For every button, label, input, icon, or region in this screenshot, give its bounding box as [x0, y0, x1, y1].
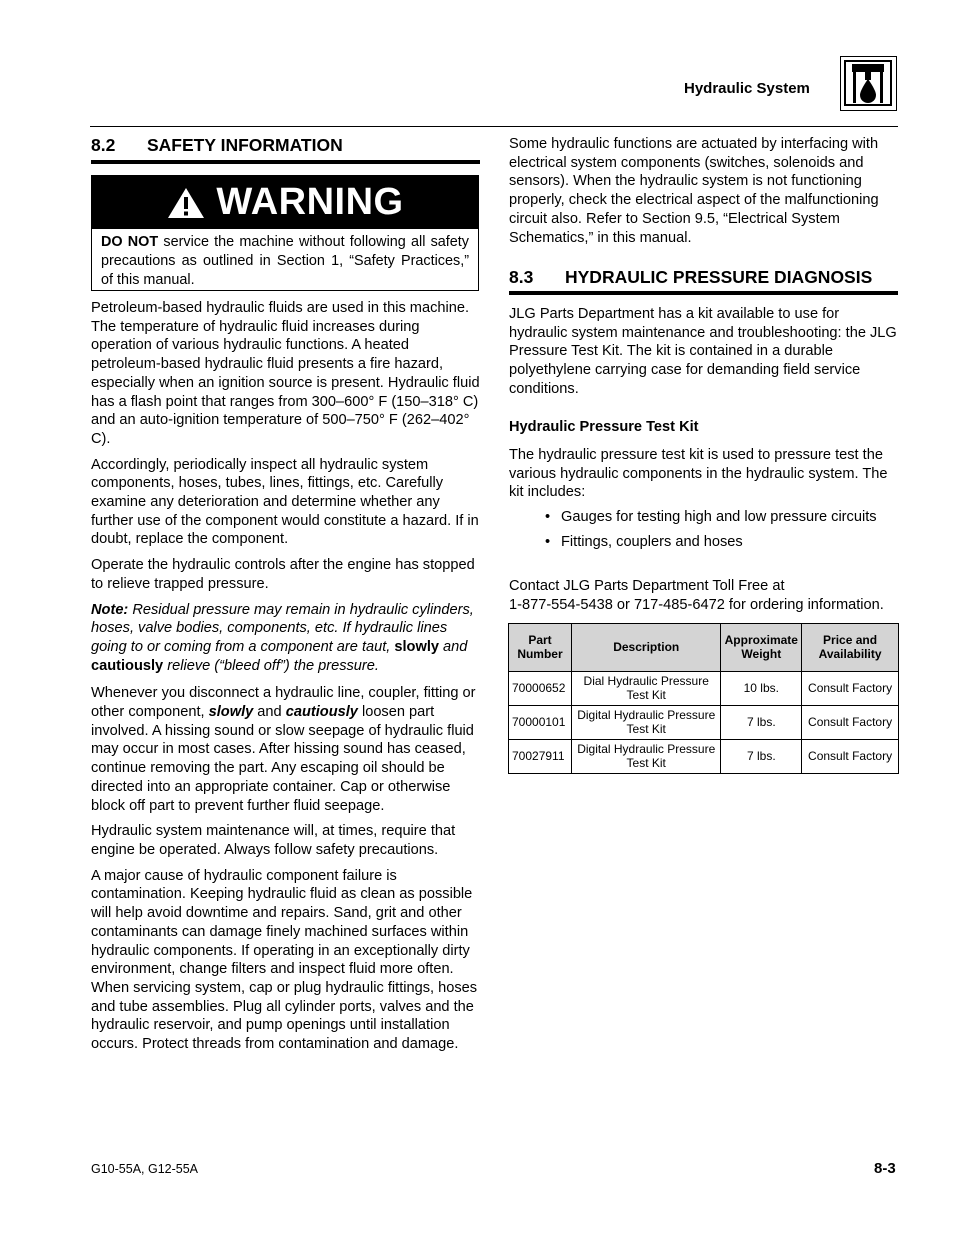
header-price: Price and Availability — [802, 624, 899, 672]
contact-info: Contact JLG Parts Department Toll Free at 1-877-554-5438 or 717-485-6472 for ordering information. — [509, 578, 884, 613]
table-row: 70000652 Dial Hydraulic Pressure Test Kit 10 lbs. Consult Factory — [509, 672, 899, 706]
warning-banner — [92, 176, 478, 229]
header-part-number: Part Number — [509, 624, 572, 672]
paragraph-contamination: A major cause of hydraulic component failure is contamination. Keeping hydraulic fluid as clean as possible will help avoid downtime and repairs. Sand, grit and other contaminants can damage finely machined surfaces within hydraulic components. If operating in an exceptionally dirty environment, change filters and inspect fluid more often. When servicing system, cap or plug hydraulic fittings, hoses and tube assemblies. Plug all cylinder ports, valves and the hydraulic reservoir, and pump openings until installation occurs. Protect threads from contamination and damage. — [91, 867, 478, 1053]
left-column-body — [91, 299, 481, 1061]
pressure-test-kit-table — [508, 623, 899, 774]
section-rule-8-3 — [509, 291, 898, 295]
warning-triangle-icon — [166, 186, 206, 220]
paragraph-parts-department-kit: JLG Parts Department has a kit available to use for hydraulic system maintenance and troubleshooting: the JLG Pressure Test Kit. The kit is contained in a durable polyethylene carrying case for demanding field service conditions. — [509, 306, 897, 397]
note-residual-pressure: Note: Residual pressure may remain in hydraulic cylinders, hoses, valve bodies, components, etc. If hydraulic lines going to or coming from a component are taut, slowly and cautiously relieve (“bleed off”) the pressure. — [91, 601, 474, 674]
paragraph-electrical-interfacing: Some hydraulic functions are actuated by interfacing with electrical system components (switches, solenoids and sensors). When the hydraulic system is not functioning properly, check the electrical aspect of the malfunctioning circuit also. Refer to Section 9.5, “Electrical System Schematics,” in this manual. — [509, 136, 879, 246]
header-description: Description — [571, 624, 721, 672]
hydraulic-system-icon — [840, 56, 897, 111]
warning-word: WARNING — [216, 181, 404, 223]
paragraph-fluid-fire-hazard: Petroleum-based hydraulic fluids are used in this machine. The temperature of hydraulic fluid increases during operation of various hydraulic functions. A heated petroleum-based hydraulic fluid presents a fire hazard, especially when an ignition source is present. Hydraulic fluid has a flash point that ranges from 300–600° F (150–318° C) and an auto-ignition temperature of 500–750° F (262–402° C). — [91, 300, 480, 447]
paragraph-disconnect-line: Whenever you disconnect a hydraulic line, coupler, fitting or other component, slowly and cautiously loosen part involved. A hissing sound or slow seepage of hydraulic fluid may occur in most cases. After hissing sound has ceased, continue removing the part. Any escaping oil should be directed into an appropriate container. Cap or otherwise block off part to prevent further fluid seepage. — [91, 685, 476, 814]
subheading-pressure-test-kit: Hydraulic Pressure Test Kit — [509, 419, 699, 435]
section-rule-8-2 — [91, 160, 480, 164]
paragraph-kit-includes: The hydraulic pressure test kit is used to pressure test the various hydraulic components in the hydraulic system. The kit includes: — [509, 447, 888, 501]
footer-model: G10-55A, G12-55A — [91, 1162, 199, 1176]
table-row: 70027911 Digital Hydraulic Pressure Test Kit 7 lbs. Consult Factory — [509, 740, 899, 774]
section-heading-8-3: 8.3 HYDRAULIC PRESSURE DIAGNOSIS — [509, 267, 873, 287]
header-section-title: Hydraulic System — [684, 80, 810, 97]
section-heading-8-2: 8.2 SAFETY INFORMATION — [91, 135, 343, 155]
header-rule — [90, 126, 898, 127]
kit-contents-list — [509, 508, 901, 557]
footer-page-number: 8-3 — [874, 1160, 896, 1177]
warning-box — [91, 175, 479, 291]
list-item: • Fittings, couplers and hoses — [545, 533, 743, 550]
table-row: 70000101 Digital Hydraulic Pressure Test Kit 7 lbs. Consult Factory — [509, 706, 899, 740]
warning-text: DO NOT service the machine without following all safety precautions as outlined in Section 1, “Safety Practices,” of this manual. — [101, 234, 469, 288]
paragraph-operate-controls: Operate the hydraulic controls after the engine has stopped to relieve trapped pressure. — [91, 557, 475, 592]
table-header-row — [509, 624, 899, 672]
header-weight: Approximate Weight — [721, 624, 802, 672]
list-item: • Gauges for testing high and low pressure circuits — [545, 509, 877, 525]
paragraph-maintenance-engine: Hydraulic system maintenance will, at times, require that engine be operated. Always follow safety precautions. — [91, 823, 456, 858]
paragraph-inspect-components: Accordingly, periodically inspect all hydraulic system components, hoses, tubes, lines, fittings, etc. Carefully examine any deterioration and determine whether any further use of the component would constitute a hazard. If in doubt, replace the component. — [91, 456, 479, 548]
